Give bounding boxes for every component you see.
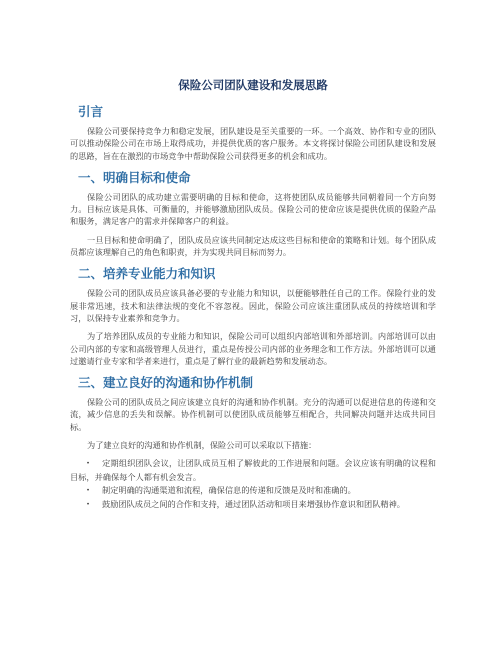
section-heading-intro: 引言 — [78, 104, 104, 119]
section-skills-paragraph-1: 保险公司的团队成员应该具备必要的专业能力和知识，以便能够胜任自己的工作。保险行业的发展非常迅速，技术和法律法规的变化不容忽视。因此，保险公司应该注重团队成员的持续培训和学习，以保持专业素养和竞争力。 — [70, 288, 436, 323]
section-goals-paragraph-2: 一旦目标和使命明确了，团队成员应该共同制定达成这些目标和使命的策略和计划。每个团队成员都应该理解自己的角色和职责，并为实现共同目标而努力。 — [70, 234, 436, 258]
section-heading-goals: 一、明确目标和使命 — [78, 169, 191, 185]
section-intro-paragraph-1: 保险公司要保持竞争力和稳定发展，团队建设是至关重要的一环。一个高效、协作和专业的团队可以推动保险公司在市场上取得成功，并提供优质的客户服务。本文将探讨保险公司团队建设和发展的思路，旨在在激烈的市场竞争中帮助保险公司获得更多的机会和成功。 — [70, 126, 436, 161]
list-item — [70, 457, 436, 483]
section-heading-communication: 三、建立良好的沟通和协作机制 — [78, 375, 254, 391]
bullet-icon: • — [86, 486, 90, 494]
measures-list — [70, 457, 436, 511]
list-item — [70, 498, 436, 511]
bullet-icon: • — [86, 460, 90, 468]
document-title: 保险公司团队建设和发展思路 — [178, 78, 328, 92]
list-item-text: 鼓励团队成员之间的合作和支持，通过团队活动和项目来增强协作意识和团队精神。 — [102, 499, 405, 510]
section-skills-paragraph-2: 为了培养团队成员的专业能力和知识，保险公司可以组织内部培训和外部培训。内部培训可以由公司内部的专家和高级管理人员进行，重点是传授公司内部的业务理念和工作方法。外部培训可以通过邀请行业专家和学者来进行，重点是了解行业的最新趋势和发展动态。 — [70, 331, 436, 366]
list-item — [70, 484, 436, 497]
section-goals-paragraph-1: 保险公司团队的成功建立需要明确的目标和使命，这将使团队成员能够共同朝着同一个方向努力。目标应该是具体、可衡量的，并能够激励团队成员。保险公司的使命应该是提供优质的保险产品和服务，满足客户的需求并保障客户的利益。 — [70, 191, 436, 227]
bullet-icon: • — [86, 501, 90, 509]
section-heading-skills: 二、培养专业能力和知识 — [78, 266, 216, 282]
list-item-text: 定期组织团队会议，让团队成员互相了解彼此的工作进展和问题。会议应该有明确的议程和目标，并确保每个人都有机会发言。 — [70, 458, 436, 482]
section-communication-paragraph-1: 保险公司的团队成员之间应该建立良好的沟通和协作机制。充分的沟通可以促进信息的传递和交流，减少信息的丢失和误解。协作机制可以使团队成员能够互相配合，共同解决问题并达成共同目标。 — [70, 397, 436, 432]
section-communication-paragraph-2: 为了建立良好的沟通和协作机制，保险公司可以采取以下措施： — [87, 440, 317, 451]
list-item-text: 制定明确的沟通渠道和流程，确保信息的传递和反馈是及时和准确的。 — [102, 484, 356, 495]
